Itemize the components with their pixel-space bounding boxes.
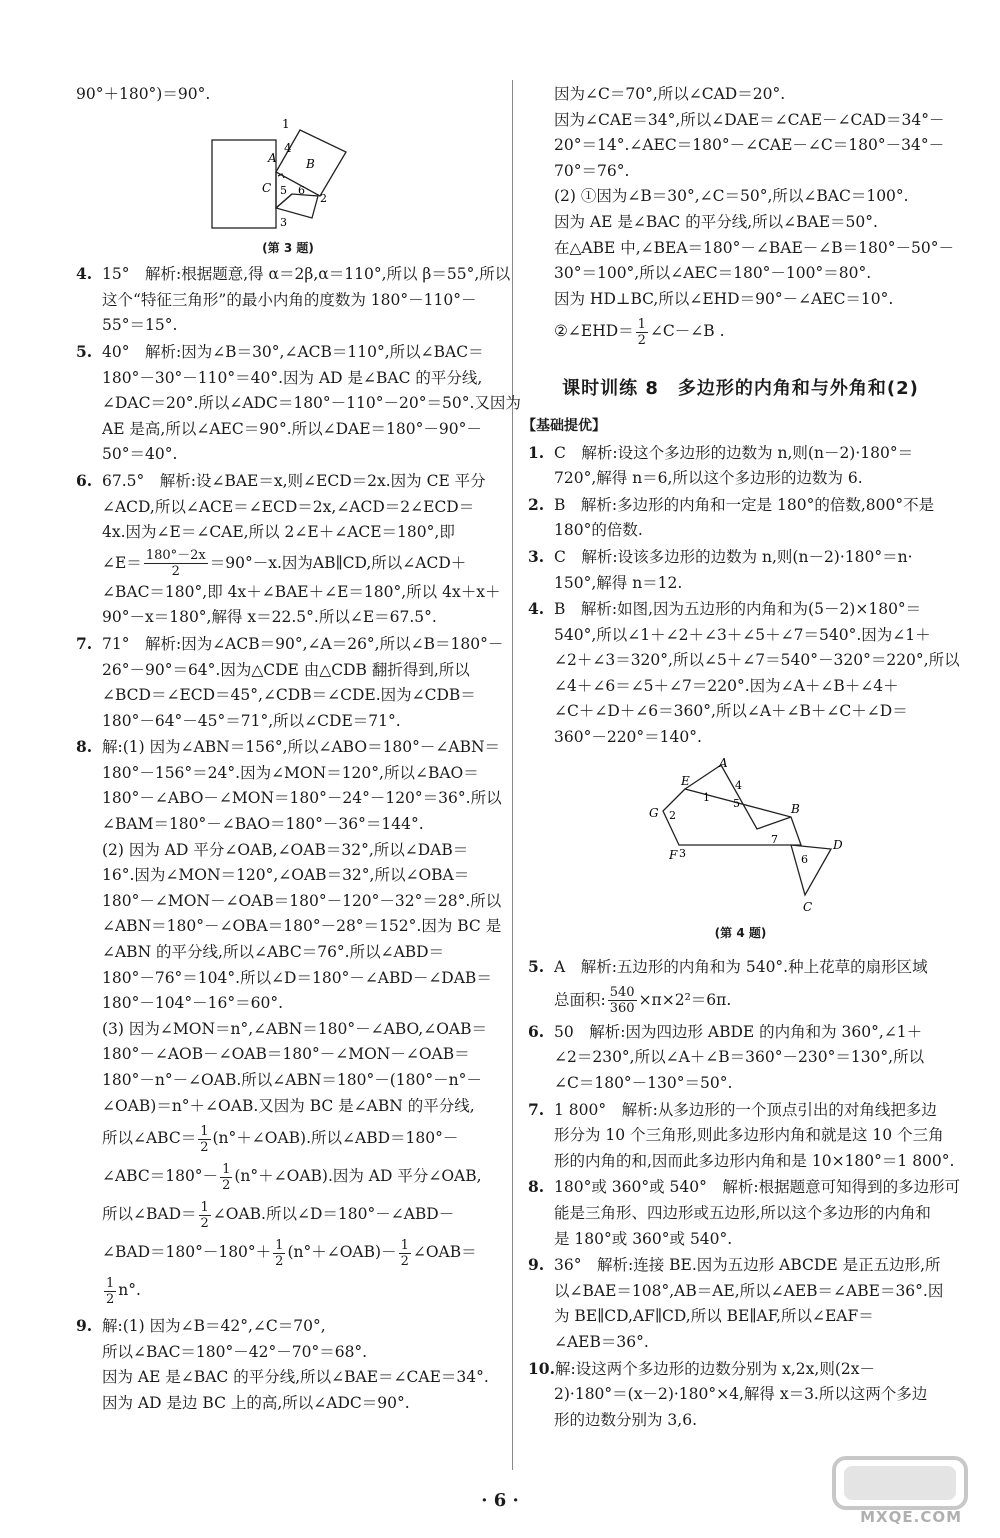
answer-text: ∠OAB.所以∠D＝180°－∠ABD－ — [212, 1205, 455, 1224]
answer-text: 在△ABE 中,∠BEA＝180°－∠BAE－∠B＝180°－50°－ — [554, 238, 954, 257]
section-title: 课时训练 8 多边形的内角和与外角和(2) — [562, 378, 919, 400]
answer-text: 能是三角形、四边形或五边形,所以这个多边形的内角和 — [554, 1204, 931, 1222]
answer-text: 15° 解析:根据题意,得 α＝2β,α＝110°,所以 β＝55°,所以 — [102, 265, 511, 284]
answer-text: 55°＝15°. — [102, 316, 178, 335]
fraction: $\frac{540}{360}$ — [609, 985, 635, 1017]
answer-text: 16°.因为∠MON＝120°,∠OAB＝32°,所以∠OBA＝ — [102, 866, 470, 885]
answer-text: (2) ①因为∠B＝30°,∠C＝50°,所以∠BAC＝100°. — [554, 187, 909, 206]
fraction: $\frac{1}{2}$ — [106, 1275, 115, 1307]
answer-text: 4x.因为∠E＝∠CAE,所以 2∠E＋∠ACE＝180°,即 — [102, 523, 455, 542]
figure-3-diagram — [208, 112, 368, 236]
answer-text: ∠C＋∠D＋∠6＝360°,所以∠A＋∠B＋∠C＋∠D＝ — [554, 702, 908, 721]
text-line: 90°＋180°)＝90°. — [76, 85, 211, 103]
answer-text: n°. — [118, 1281, 141, 1300]
fig4-label: D — [832, 837, 843, 852]
answer-text: 形的内角的和,因而此多边形内角和是 10×180°＝1 800°. — [554, 1151, 955, 1170]
answer-text: 180°－64°－45°＝71°,所以∠CDE＝71°. — [102, 711, 401, 730]
answer-text: 180°的倍数. — [554, 521, 643, 540]
question-number: 1. — [528, 442, 545, 462]
answer-text: 解:设这两个多边形的边数分别为 x,2x,则(2x－ — [554, 1359, 875, 1378]
answer-text: ②∠EHD＝ — [554, 322, 634, 341]
fig4-label: 6 — [800, 852, 808, 866]
answer-text: 因为 AD 是边 BC 上的高,所以∠ADC＝90°. — [102, 1393, 410, 1412]
answer-text: 20°＝14°.∠AEC＝180°－∠CAE－∠C＝180°－34°－ — [554, 136, 945, 155]
answer-text: 2)·180°＝(x－2)·180°×4,解得 x＝3.所以这两个多边 — [554, 1385, 928, 1404]
figure-3-caption: (第 3 题) — [262, 240, 314, 255]
answer-text: C 解析:设该多边形的边数为 n,则(n－2)·180°＝n· — [554, 547, 913, 566]
answer-text: ∠ACD,所以∠ACE＝∠ECD＝2x,∠ACD＝2∠ECD＝ — [102, 497, 475, 516]
answer-text: ∠ABC＝180°－ — [102, 1167, 219, 1186]
answer-text: 50°＝40°. — [102, 445, 178, 464]
answer-text: 70°＝76°. — [554, 161, 630, 180]
answer-text: 这个“特征三角形”的最小内角的度数为 180°－110°－ — [102, 290, 477, 309]
answer-text: 180°－n°－∠OAB.所以∠ABN＝180°－(180°－n°－ — [102, 1071, 482, 1089]
answer-text: ∠C＝180°－130°＝50°. — [554, 1074, 733, 1093]
fraction: $\frac{1}{2}$ — [200, 1199, 209, 1231]
fraction: $\frac{1}{2}$ — [222, 1161, 231, 1193]
answer-text: 180°－104°－16°＝60°. — [102, 994, 284, 1013]
answer-text: 36° 解析:连接 BE.因为五边形 ABCDE 是正五边形,所 — [554, 1256, 941, 1275]
fig4-label: G — [648, 805, 659, 820]
answer-text: (n°＋∠OAB)－ — [287, 1243, 397, 1262]
answer-text: ∠4＋∠6＝∠5＋∠7＝220°.因为∠A＋∠B＋∠4＋ — [554, 676, 899, 695]
fraction: $\frac{1}{2}$ — [400, 1237, 409, 1269]
answer-text: 720°,解得 n＝6,所以这个多边形的边数为 6. — [554, 469, 863, 488]
fig4-label: F — [668, 847, 677, 862]
fraction: $\frac{1}{2}$ — [200, 1123, 209, 1155]
figure-4-caption: (第 4 题) — [714, 925, 767, 940]
answer-text: 67.5° 解析:设∠BAE＝x,则∠ECD＝2x.因为 CE 平分 — [102, 471, 486, 490]
question-number: 6. — [76, 470, 93, 490]
fig3-label: 4 — [284, 140, 292, 155]
answer-text: ＝90°－x.因为AB∥CD,所以∠ACD＋ — [209, 553, 467, 572]
question-number: 6. — [528, 1021, 545, 1041]
section-tag: 【基础提优】 — [522, 417, 606, 434]
fig4-label: 4 — [734, 778, 742, 792]
column-divider — [512, 80, 513, 1470]
answer-text: ∠C－∠B . — [649, 322, 725, 341]
question-number: 7. — [76, 633, 93, 653]
answer-text: 180°－∠ABO－∠MON＝180°－24°－120°＝36°.所以 — [102, 789, 502, 808]
fraction: $\frac{1}{2}$ — [637, 316, 646, 348]
question-number: 8. — [76, 737, 93, 757]
answer-text: 因为 HD⊥BC,所以∠EHD＝90°－∠AEC＝10°. — [554, 289, 894, 308]
answer-text: 180°－∠MON－∠OAB＝180°－120°－32°＝28°.所以 — [102, 891, 502, 910]
fraction: $\frac{1}{2}$ — [275, 1237, 284, 1269]
answer-text: 50 解析:因为四边形 ABDE 的内角和为 360°,∠1＋ — [554, 1022, 923, 1041]
question-number: 10. — [528, 1358, 555, 1378]
figure-4-diagram — [641, 755, 843, 919]
answer-text: 因为 AE 是∠BAC 的平分线,所以∠BAE＝∠CAE＝34°. — [102, 1368, 489, 1387]
fig3-label: 6 — [298, 183, 305, 197]
answer-text: (3) 因为∠MON＝n°,∠ABN＝180°－∠ABO,∠OAB＝ — [102, 1019, 488, 1038]
fig4-label: B — [790, 801, 800, 816]
answer-text: B 解析:如图,因为五边形的内角和为(5－2)×180°＝ — [554, 600, 922, 619]
answer-text: (2) 因为 AD 平分∠OAB,∠OAB＝32°,所以∠DAB＝ — [102, 840, 469, 859]
fig3-label: 2 — [320, 191, 327, 205]
answer-text: 180°－156°＝24°.因为∠MON＝120°,所以∠BAO＝ — [102, 763, 479, 782]
answer-text: ∠E＝ — [102, 553, 142, 572]
answer-text: (n°＋∠OAB).因为 AD 平分∠OAB, — [234, 1167, 482, 1186]
fig4-label: E — [680, 773, 690, 788]
answer-text: ∠ABN 的平分线,所以∠ABC＝76°.所以∠ABD＝ — [102, 943, 445, 962]
answer-text: 解:(1) 因为∠B＝42°,∠C＝70°, — [102, 1317, 326, 1336]
answer-text: 30°＝100°,所以∠AEC＝180°－100°＝80°. — [554, 264, 872, 283]
answer-text: 总面积: — [554, 990, 606, 1009]
answer-text: A 解析:五边形的内角和为 540°.种上花草的扇形区域 — [554, 958, 928, 977]
answer-text: 因为∠C＝70°,所以∠CAD＝20°. — [554, 85, 786, 103]
answer-text: 所以∠BAC＝180°－42°－70°＝68°. — [102, 1342, 368, 1361]
page-number: · 6 · — [481, 1490, 519, 1511]
answer-text: ×π×2²＝6π. — [638, 990, 732, 1009]
fig4-label: 3 — [678, 846, 686, 860]
answer-text: C 解析:设这个多边形的边数为 n,则(n－2)·180°＝ — [554, 443, 914, 462]
question-number: 5. — [528, 957, 545, 977]
answer-text: 以∠BAE＝108°,AB＝AE,所以∠AEB＝∠ABE＝36°.因 — [554, 1281, 944, 1300]
watermark-text: MXQE.COM — [860, 1508, 962, 1526]
question-number: 7. — [528, 1099, 545, 1119]
fig3-label: 3 — [280, 215, 287, 229]
answer-text: ∠OAB＝ — [412, 1243, 477, 1262]
answer-text: 为 BE∥CD,AF∥CD,所以 BE∥AF,所以∠EAF＝ — [554, 1307, 874, 1326]
figure-3 — [76, 112, 500, 240]
answer-text: 26°－90°＝64°.因为△CDE 由△CDB 翻折得到,所以 — [102, 660, 470, 679]
answer-text: 所以∠BAD＝ — [102, 1205, 197, 1224]
answer-text: ∠DAC＝20°.所以∠ADC＝180°－110°－20°＝50°.又因为 — [102, 394, 521, 413]
answer-text: 40° 解析:因为∠B＝30°,∠ACB＝110°,所以∠BAC＝ — [102, 342, 484, 361]
left-column — [76, 82, 521, 1417]
answer-text: ∠ABN＝180°－∠OBA＝180°－28°＝152°.因为 BC 是 — [102, 917, 502, 936]
answer-text: 所以∠ABC＝ — [102, 1129, 197, 1148]
answer-text: 180°－30°－110°＝40°.因为 AD 是∠BAC 的平分线, — [102, 368, 483, 387]
answer-text: 150°,解得 n＝12. — [554, 573, 683, 592]
answer-text: 90°－x＝180°,解得 x＝22.5°.所以∠E＝67.5°. — [102, 608, 437, 627]
answer-text: 因为 AE 是∠BAC 的平分线,所以∠BAE＝50°. — [554, 212, 878, 231]
answer-text: 因为∠CAE＝34°,所以∠DAE＝∠CAE－∠CAD＝34°－ — [554, 110, 945, 129]
answer-text: (n°＋∠OAB).所以∠ABD＝180°－ — [212, 1129, 459, 1148]
answer-text: AE 是高,所以∠AEC＝90°.所以∠DAE＝180°－90°－ — [102, 419, 482, 438]
answer-text: B 解析:多边形的内角和一定是 180°的倍数,800°不是 — [554, 495, 935, 514]
fig4-label: 7 — [770, 832, 778, 846]
answer-text: 是 180°或 360°或 540°. — [554, 1229, 733, 1248]
question-number: 3. — [528, 546, 545, 566]
answer-text: 形分为 10 个三角形,则此多边形内角和就是这 10 个三角 — [554, 1126, 944, 1145]
answer-text: 71° 解析:因为∠ACB＝90°,∠A＝26°,所以∠B＝180°－ — [102, 634, 504, 653]
fig4-label: C — [802, 899, 812, 914]
answer-text: ∠BAD＝180°－180°＋ — [102, 1243, 272, 1262]
answer-text: ∠BAC＝180°,即 4x＋∠BAE＋∠E＝180°,所以 4x＋x＋ — [102, 582, 501, 601]
answer-text: 180°－∠AOB－∠OAB＝180°－∠MON－∠OAB＝ — [102, 1045, 470, 1064]
fraction: $\frac{180^\circ-2x}{2}$ — [145, 548, 206, 580]
right-column — [522, 82, 961, 1433]
answer-text: ∠BAM＝180°－∠BAO＝180°－36°＝144°. — [102, 815, 424, 834]
answer-text: 360°－220°＝140°. — [554, 728, 702, 747]
fig4-label: A — [718, 755, 728, 770]
answer-text: ∠BCD＝∠ECD＝45°,∠CDB＝∠CDE.因为∠CDB＝ — [102, 686, 476, 705]
fig3-label: A — [268, 150, 277, 165]
fig3-label: 1 — [282, 116, 290, 131]
fig3-label: C — [262, 180, 272, 195]
fig3-label: B — [306, 156, 315, 171]
fig4-label: 2 — [668, 808, 676, 822]
answer-text: 解:(1) 因为∠ABN＝156°,所以∠ABO＝180°－∠ABN＝ — [102, 738, 501, 757]
answer-text: ∠2＋∠3＝320°,所以∠5＋∠7＝540°－320°＝220°,所以 — [554, 651, 960, 670]
answer-text: ∠AEB＝36°. — [554, 1332, 649, 1351]
question-number: 4. — [76, 264, 93, 284]
figure-4 — [528, 755, 953, 921]
question-number: 4. — [528, 599, 545, 619]
answer-text: 形的边数分别为 3,6. — [554, 1410, 698, 1429]
question-number: 8. — [528, 1177, 545, 1197]
question-number: 9. — [528, 1255, 545, 1275]
answer-text: ∠OAB)＝n°＋∠OAB.又因为 BC 是∠ABN 的平分线, — [102, 1096, 475, 1115]
question-number: 9. — [76, 1316, 93, 1336]
answer-text: 1 800° 解析:从多边形的一个顶点引出的对角线把多边 — [554, 1100, 937, 1119]
answer-text: 540°,所以∠1＋∠2＋∠3＋∠5＋∠7＝540°.因为∠1＋ — [554, 625, 931, 644]
answer-text: 180°－76°＝104°.所以∠D＝180°－∠ABD－∠DAB＝ — [102, 968, 492, 987]
question-number: 2. — [528, 494, 545, 514]
answer-text: ∠2＝230°,所以∠A＋∠B＝360°－230°＝130°,所以 — [554, 1048, 925, 1067]
fig4-label: 5 — [732, 796, 740, 810]
fig3-label: 5 — [280, 183, 287, 197]
answer-text: 180°或 360°或 540° 解析:根据题意可知得到的多边形可 — [554, 1178, 961, 1197]
question-number: 5. — [76, 341, 93, 361]
fig4-label: 1 — [702, 790, 710, 804]
